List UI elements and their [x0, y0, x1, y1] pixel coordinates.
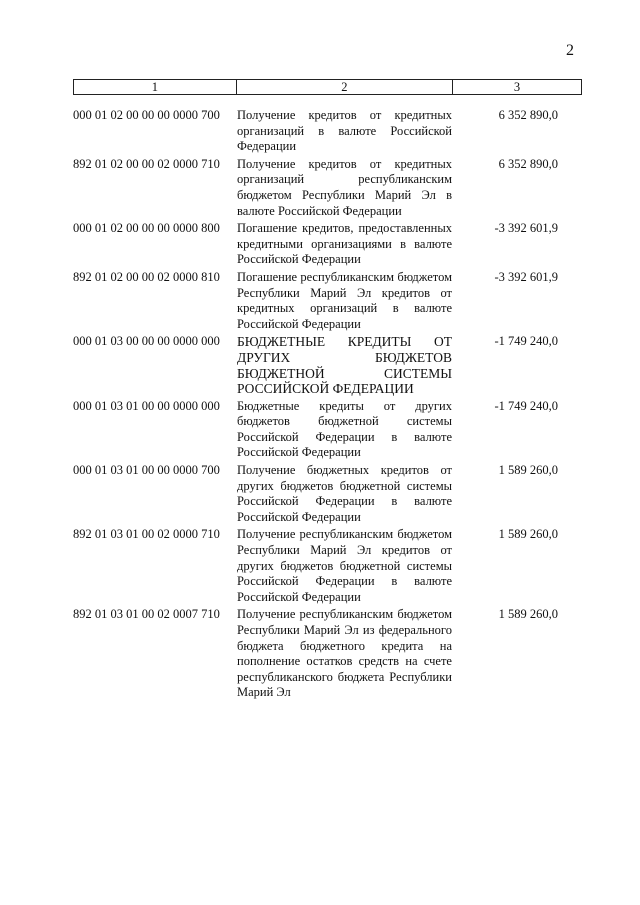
row-amount: -3 392 601,9 [494, 269, 558, 284]
row-amount: 6 352 890,0 [498, 156, 558, 171]
row-amount: -1 749 240,0 [494, 398, 558, 413]
row-amount: 1 589 260,0 [498, 607, 558, 622]
column-header-2: 2 [236, 80, 452, 95]
row-description: Получение бюджетных кредитов от других бюджетов бюджетной системы Российской Федерации в валюте Российской Федерации [237, 463, 452, 524]
budget-code: 000 01 02 00 00 00 0000 800 [73, 221, 220, 236]
column-header-3: 3 [452, 80, 581, 95]
table-row [73, 270, 582, 332]
budget-code: 000 01 03 01 00 00 0000 700 [73, 463, 220, 478]
row-description: Получение республиканским бюджетом Республики Марий Эл из федерального бюджета бюджетного кредита на пополнение остатков средств на счете республиканского бюджета Республики Марий Эл [237, 607, 452, 700]
table-row [73, 607, 582, 701]
table-row [73, 399, 582, 461]
row-description: Получение кредитов от кредитных организаций в валюте Российской Федерации [237, 108, 452, 154]
row-description: Бюджетные кредиты от других бюджетов бюджетной системы Российской Федерации в валюте Российской Федерации [237, 398, 452, 460]
budget-code: 000 01 02 00 00 00 0000 700 [73, 108, 220, 122]
budget-code: 892 01 02 00 00 02 0000 710 [73, 156, 220, 171]
table-row [73, 108, 582, 155]
table-row [73, 334, 582, 396]
row-description: Погашение кредитов, предоставленных кредитными организациями в валюте Российской Федерации [237, 221, 452, 267]
row-amount: 6 352 890,0 [498, 108, 558, 122]
budget-code: 000 01 03 00 00 00 0000 000 [73, 334, 220, 349]
row-amount: 1 589 260,0 [498, 527, 558, 542]
budget-code: 892 01 03 01 00 02 0000 710 [73, 527, 220, 542]
row-amount: -1 749 240,0 [494, 334, 558, 349]
row-description: Получение республиканским бюджетом Республики Марий Эл кредитов от других бюджетов бюджетной системы Российской Федерации в валюте Российской Федерации [237, 527, 452, 604]
budget-code: 892 01 03 01 00 02 0007 710 [73, 607, 220, 622]
budget-table-body [73, 108, 582, 703]
table-row [73, 463, 582, 525]
row-amount: -3 392 601,9 [494, 221, 558, 236]
table-row [73, 157, 582, 219]
page-number: 2 [566, 42, 574, 59]
budget-code: 000 01 03 01 00 00 0000 000 [73, 398, 220, 413]
row-amount: 1 589 260,0 [498, 463, 558, 478]
table-row [73, 221, 582, 268]
row-description: БЮДЖЕТНЫЕ КРЕДИТЫ ОТ ДРУГИХ БЮДЖЕТОВ БЮДЖЕТНОЙ СИСТЕМЫ РОССИЙСКОЙ ФЕДЕРАЦИИ [237, 334, 452, 397]
row-description: Получение кредитов от кредитных организаций республиканским бюджетом Республики Марий Эл в валюте Российской Федерации [237, 156, 452, 218]
table-row [73, 527, 582, 605]
column-header-row [74, 80, 582, 95]
row-description: Погашение республиканским бюджетом Республики Марий Эл кредитов от кредитных организаций в валюте Российской Федерации [237, 269, 452, 331]
column-header-1: 1 [74, 80, 237, 95]
column-header-table [73, 79, 582, 95]
budget-code: 892 01 02 00 00 02 0000 810 [73, 269, 220, 284]
